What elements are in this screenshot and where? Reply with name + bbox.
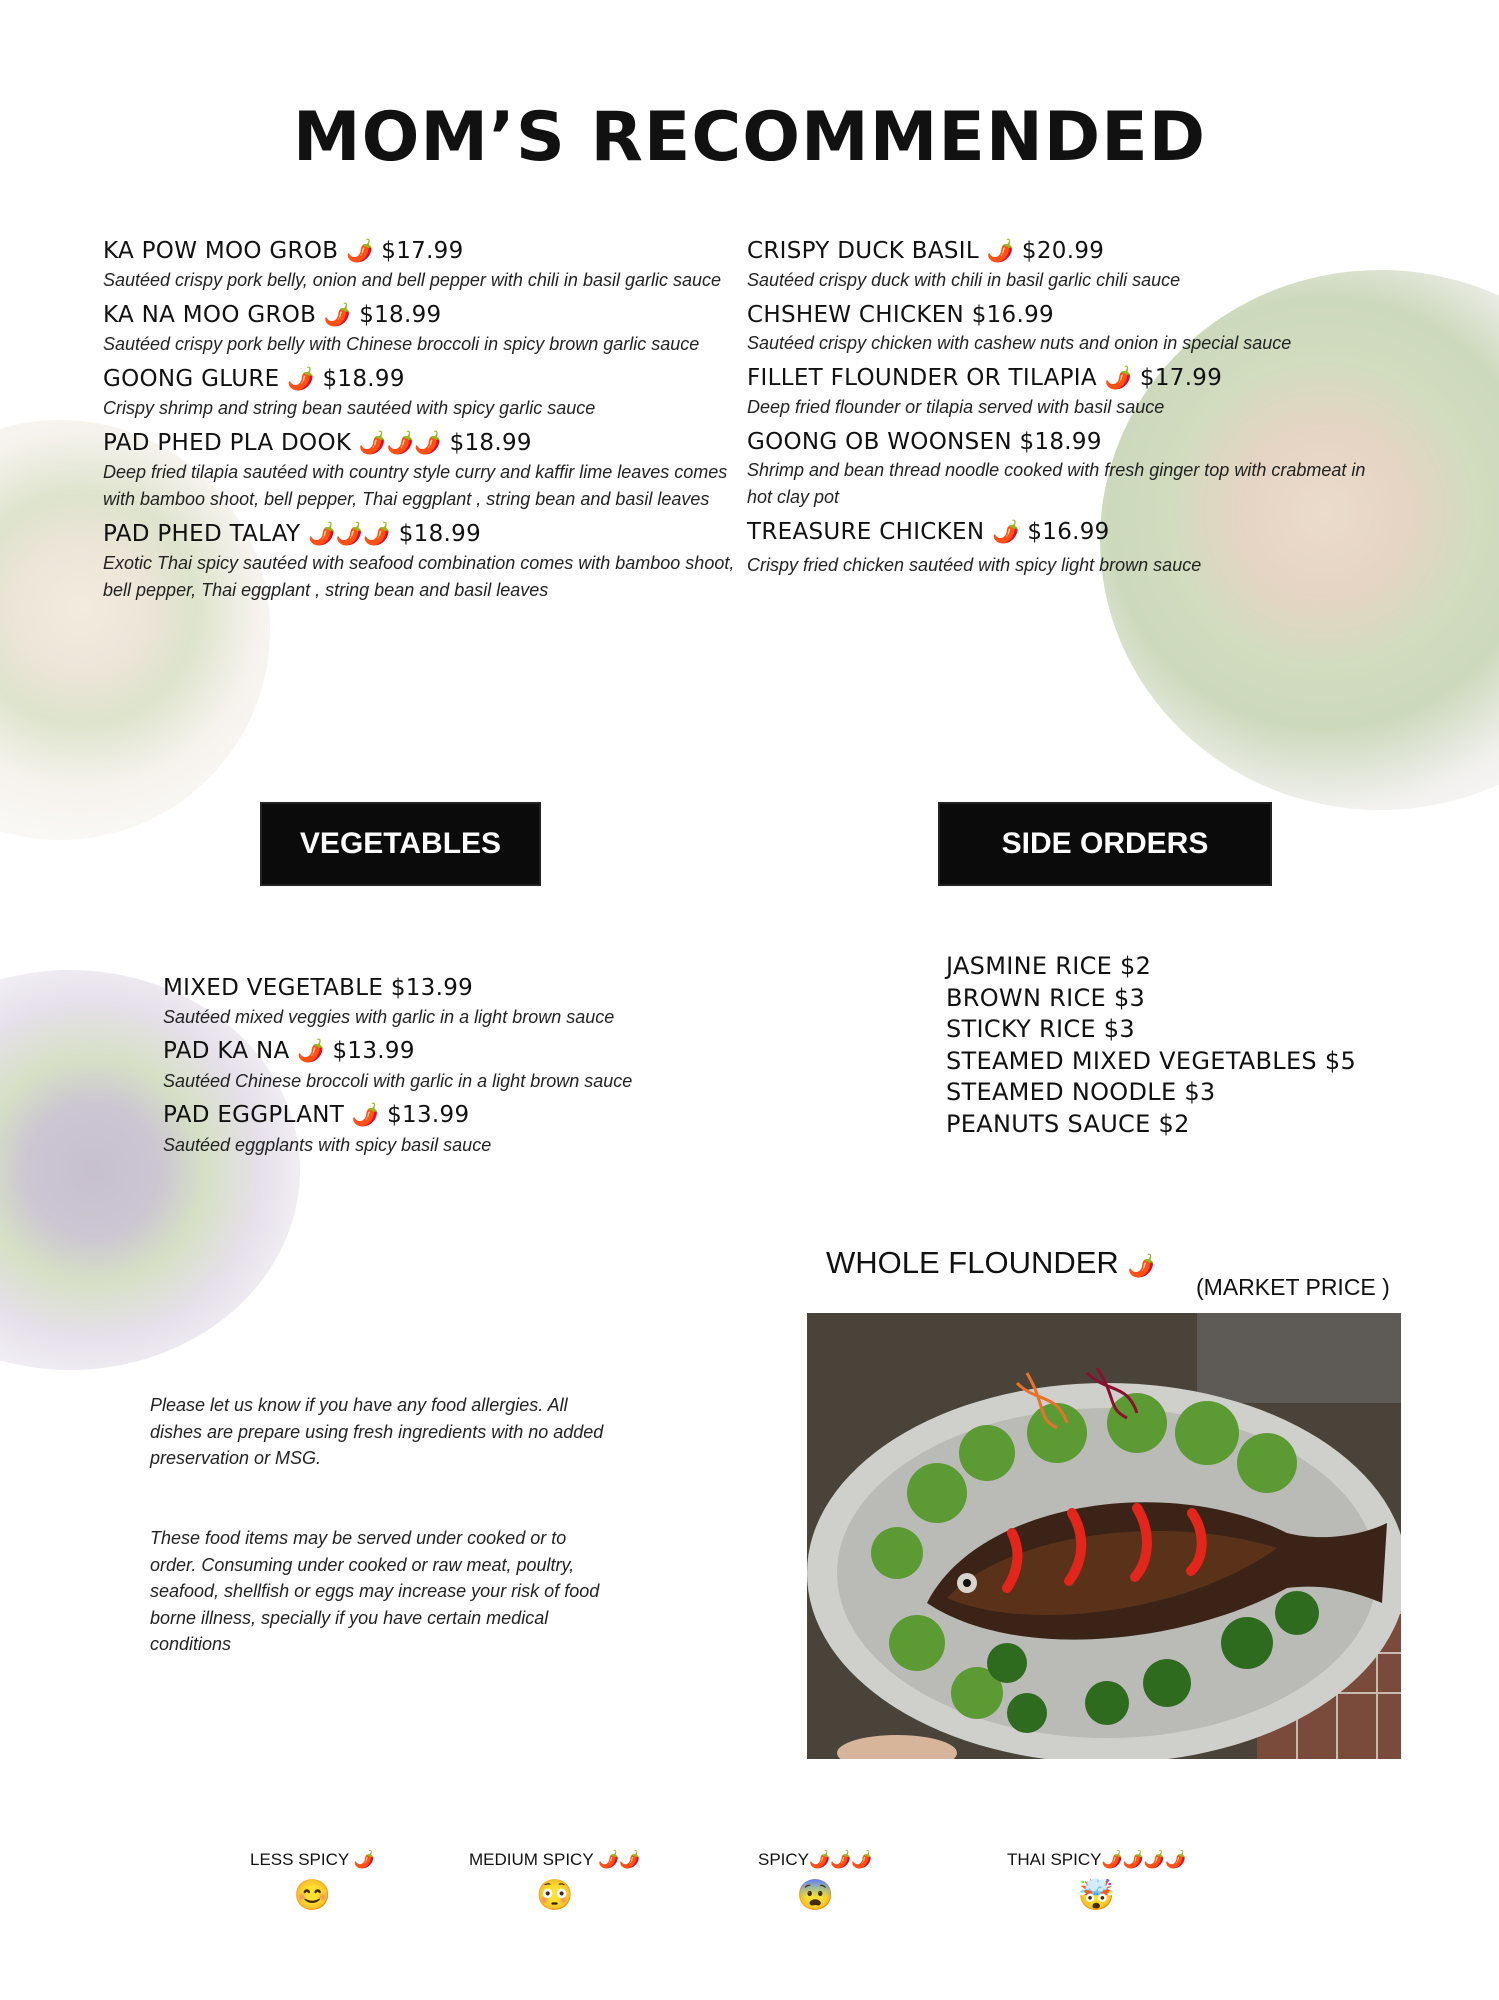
menu-item-description: Crispy shrimp and string bean sautéed with spicy garlic sauce (103, 398, 596, 418)
menu-item-title: KA NA MOO GROB 🌶️ $18.99 (103, 302, 442, 328)
menu-item-description: Sautéed crispy pork belly with Chinese broccoli in spicy brown garlic sauce (103, 334, 700, 354)
chili-icon: 🌶️ (287, 367, 315, 392)
menu-item-title: KA POW MOO GROB 🌶️ $17.99 (103, 238, 464, 264)
left-menu-column (103, 236, 743, 610)
menu-item (747, 300, 1387, 357)
chili-icon: 🌶️ (986, 239, 1015, 264)
menu-item-description: Sautéed crispy pork belly, onion and bell pepper with chili in basil garlic sauce (103, 270, 722, 290)
side-order-item: STICKY RICE $3 (946, 1015, 1135, 1044)
menu-item-title: PAD KA NA 🌶️ $13.99 (163, 1038, 415, 1064)
market-price-label: (MARKET PRICE ) (1196, 1274, 1390, 1300)
fearful-face-icon: 😨 (796, 1879, 834, 1912)
side-order-item: PEANUTS SAUCE $2 (946, 1109, 1190, 1138)
menu-item-title: PAD PHED PLA DOOK 🌶️🌶️🌶️ $18.99 (103, 430, 532, 456)
menu-item (747, 517, 1387, 579)
legend-label: THAI SPICY🌶️🌶️🌶️🌶️ (1007, 1850, 1187, 1869)
menu-item (103, 519, 743, 604)
menu-item-title: CHSHEW CHICKEN $16.99 (747, 302, 1054, 328)
right-menu-column (747, 236, 1387, 585)
chili-icon: 🌶️🌶️🌶️ (308, 522, 392, 547)
menu-item (747, 363, 1387, 421)
menu-item-description: Sautéed Chinese broccoli with garlic in a light brown sauce (163, 1071, 633, 1091)
menu-item (103, 300, 743, 358)
legend-thai-spicy (1007, 1850, 1186, 1913)
legend-label: LESS SPICY 🌶️ (250, 1850, 375, 1869)
menu-item-title: FILLET FLOUNDER OR TILAPIA 🌶️ $17.99 (747, 365, 1223, 391)
menu-item-description: Shrimp and bean thread noodle cooked with fresh ginger top with crabmeat in hot clay pot (747, 460, 1366, 507)
menu-item (103, 236, 743, 294)
legend-spicy (758, 1850, 873, 1913)
raw-food-warning: These food items may be served under cooked or to order. Consuming under cooked or raw meat, poultry, seafood, shellfish or eggs may increase your risk of food borne illness, specially if you have certain medical conditions (150, 1528, 600, 1654)
chili-icon: 🌶️ (992, 520, 1020, 545)
menu-item (103, 364, 743, 422)
menu-item-title: TREASURE CHICKEN 🌶️ $16.99 (747, 519, 1110, 545)
chili-icon: 🌶️ (297, 1039, 325, 1064)
fish-plate-illustration (807, 1313, 1401, 1759)
menu-item (747, 427, 1387, 511)
side-orders-section-heading: SIDE ORDERS (940, 804, 1270, 884)
chili-icon: 🌶️ (351, 1103, 380, 1128)
menu-item-description: Deep fried flounder or tilapia served with basil sauce (747, 397, 1165, 417)
menu-item-title: MIXED VEGETABLE $13.99 (163, 975, 474, 1001)
legend-medium-spicy (469, 1850, 640, 1913)
menu-item-title: GOONG OB WOONSEN $18.99 (747, 429, 1102, 455)
legend-label: SPICY🌶️🌶️🌶️ (758, 1850, 873, 1869)
exploding-head-icon: 🤯 (1077, 1879, 1116, 1912)
whole-flounder-title: WHOLE FLOUNDER 🌶️ (826, 1245, 1155, 1280)
vegetables-section-heading: VEGETABLES (262, 804, 539, 884)
chili-icon: 🌶️ (323, 303, 352, 328)
menu-item-description: Crispy fried chicken sautéed with spicy light brown sauce (747, 555, 1202, 575)
legend-less-spicy (250, 1850, 375, 1913)
side-order-item: JASMINE RICE $2 (946, 952, 1152, 980)
menu-item-description: Sautéed crispy duck with chili in basil garlic chili sauce (747, 270, 1181, 290)
menu-item (163, 1035, 723, 1095)
menu-item-description: Sautéed mixed veggies with garlic in a light brown sauce (163, 1007, 615, 1027)
smile-icon: 😊 (293, 1879, 332, 1912)
whole-flounder-photo (807, 1313, 1401, 1759)
menu-item (163, 972, 723, 1031)
chili-icon: 🌶️🌶️🌶️ (358, 431, 442, 456)
menu-item (163, 1099, 723, 1159)
legend-label: MEDIUM SPICY 🌶️🌶️ (469, 1850, 641, 1869)
menu-item-description: Sautéed eggplants with spicy basil sauce (163, 1135, 492, 1155)
side-order-item: BROWN RICE $3 (946, 983, 1146, 1012)
menu-item-title: CRISPY DUCK BASIL 🌶️ $20.99 (747, 238, 1105, 264)
menu-item-description: Sautéed crispy chicken with cashew nuts and onion in special sauce (747, 333, 1292, 353)
menu-item-description: Deep fried tilapia sautéed with country style curry and kaffir lime leaves comes with bamboo shoot, bell pepper, Thai eggplant , string bean and basil leaves (103, 462, 728, 509)
allergy-note: Please let us know if you have any food allergies. All dishes are prepare using fresh ingredients with no added preservation or MSG. (150, 1395, 604, 1468)
chili-icon: 🌶️ (345, 239, 374, 264)
menu-item-title: PAD PHED TALAY 🌶️🌶️🌶️ $18.99 (103, 521, 482, 547)
menu-item-title: GOONG GLURE 🌶️ $18.99 (103, 366, 405, 392)
side-order-item: STEAMED MIXED VEGETABLES $5 (946, 1046, 1357, 1075)
menu-item (747, 236, 1387, 294)
side-orders-list (946, 951, 1466, 1141)
menu-item-description: Exotic Thai spicy sautéed with seafood combination comes with bamboo shoot, bell pepper, Thai eggplant , string bean and basil leaves (103, 553, 735, 600)
page-title: MOM’S RECOMMENDED (292, 98, 1207, 177)
menu-item (103, 428, 743, 513)
menu-item-title: PAD EGGPLANT 🌶️ $13.99 (163, 1102, 470, 1128)
chili-icon: 🌶️ (1127, 1253, 1155, 1278)
side-order-item: STEAMED NOODLE $3 (946, 1078, 1216, 1107)
vegetables-list (163, 972, 723, 1163)
chili-icon: 🌶️ (1104, 366, 1133, 391)
flushed-face-icon: 😳 (536, 1879, 574, 1912)
